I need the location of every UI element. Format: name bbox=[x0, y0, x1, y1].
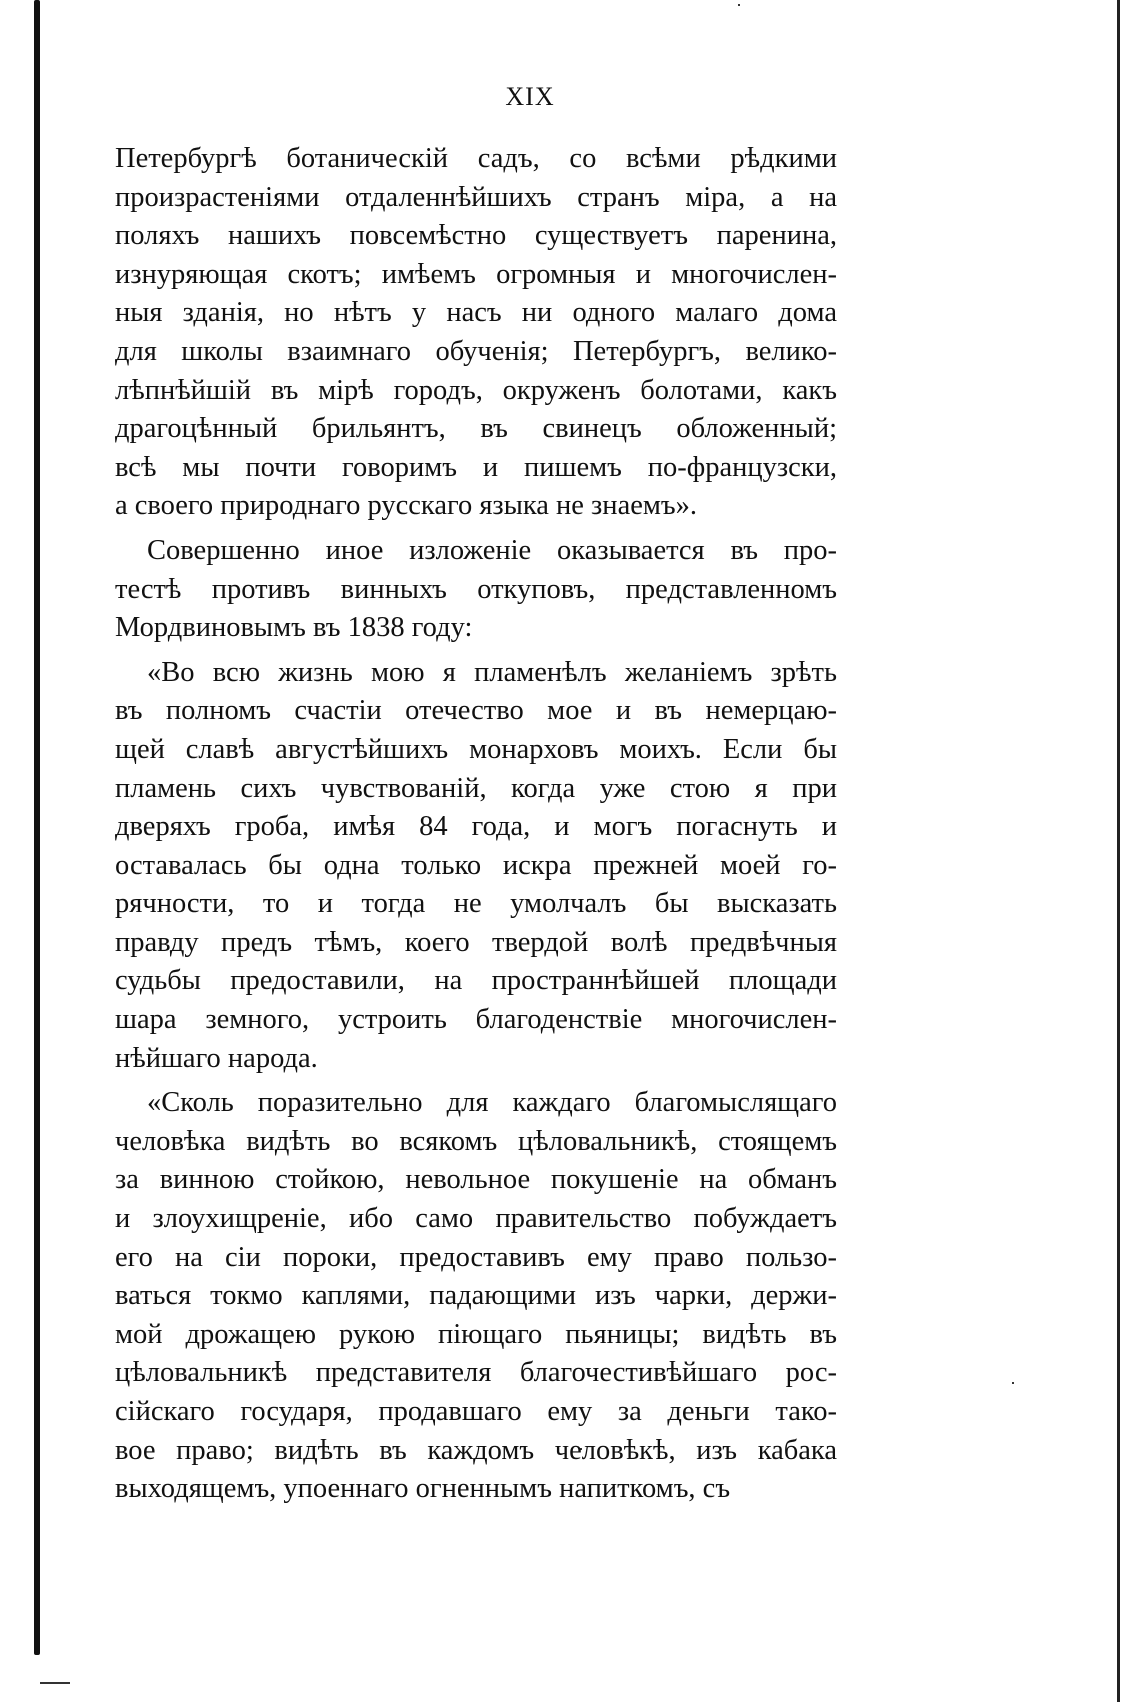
text-line: поляхъ нашихъ повсемѣстно существуетъ паренина, bbox=[115, 220, 837, 252]
text-line: вое право; видѣть въ каждомъ человѣкѣ, изъ кабака bbox=[115, 1434, 837, 1466]
text-line: правду предъ тѣмъ, коего твердой волѣ предвѣчныя bbox=[115, 926, 837, 958]
text-line: всѣ мы почти говоримъ и пишемъ по-французски, bbox=[115, 451, 837, 483]
text-line: шара земного, устроить благоденствіе многочислен- bbox=[115, 1004, 837, 1036]
text-line: мой дрожащею рукою піющаго пьяницы; видѣть въ bbox=[115, 1318, 837, 1350]
text-line: и злоухищреніе, ибо само правительство побуждаетъ bbox=[115, 1203, 837, 1235]
page-edge-right bbox=[1117, 0, 1120, 1702]
text-line: Мордвиновымъ въ 1838 году: bbox=[115, 612, 473, 644]
text-line: рячности, то и тогда не умолчалъ бы высказать bbox=[115, 888, 837, 920]
text-line: лѣпнѣйшій въ мірѣ городъ, окруженъ болотами, какъ bbox=[115, 374, 837, 406]
text-line: произрастеніями отдаленнѣйшихъ странъ міра, а на bbox=[115, 181, 837, 213]
paragraph bbox=[115, 654, 837, 1079]
page-edge-left bbox=[34, 0, 40, 1655]
text-line: въ полномъ счастіи отечество мое и въ немерцаю- bbox=[115, 695, 837, 727]
paragraph bbox=[115, 532, 837, 648]
text-line: ныя зданія, но нѣтъ у насъ ни одного малаго дома bbox=[115, 297, 837, 329]
body-text bbox=[115, 140, 837, 1509]
text-line: для школы взаимнаго обученія; Петербургъ, велико- bbox=[115, 335, 837, 367]
text-line: «Во всю жизнь мою я пламенѣлъ желаніемъ зрѣть bbox=[147, 656, 837, 688]
text-line: изнуряющая скотъ; имѣемъ огромныя и многочислен- bbox=[115, 258, 837, 290]
text-line: Совершенно иное изложеніе оказывается въ про- bbox=[147, 534, 837, 566]
text-line: человѣка видѣть во всякомъ цѣловальникѣ, стоящемъ bbox=[115, 1125, 837, 1157]
text-line: его на сіи пороки, предоставивъ ему право пользо- bbox=[115, 1241, 837, 1273]
text-line: тестѣ противъ винныхъ откуповъ, представленномъ bbox=[115, 573, 837, 605]
text-line: Петербургѣ ботаническій садъ, со всѣми рѣдкими bbox=[115, 143, 837, 174]
page-number: XIX bbox=[505, 82, 555, 111]
text-line: дверяхъ гроба, имѣя 84 года, и могъ погаснуть и bbox=[115, 811, 837, 843]
text-line: цѣловальникѣ представителя благочестивѣйшаго рос- bbox=[115, 1357, 837, 1389]
text-line: оставалась бы одна только искра прежней моей го- bbox=[115, 849, 837, 881]
text-line: нѣйшаго народа. bbox=[115, 1042, 318, 1074]
scan-speck bbox=[1012, 1382, 1014, 1384]
paragraph bbox=[115, 140, 837, 526]
text-line: драгоцѣнный брильянтъ, въ свинецъ обложенный; bbox=[115, 413, 837, 445]
scan-speck bbox=[40, 1682, 70, 1684]
text-line: судьбы предоставили, на пространнѣйшей площади bbox=[115, 965, 837, 997]
text-line: «Сколь поразительно для каждаго благомыслящаго bbox=[147, 1087, 837, 1119]
text-line: пламень сихъ чувствованій, когда уже стою я при bbox=[115, 772, 837, 804]
text-line: за винною стойкою, невольное покушеніе на обманъ bbox=[115, 1164, 837, 1196]
text-line: выходящемъ, упоеннаго огненнымъ напиткомъ, съ bbox=[115, 1473, 731, 1505]
text-line: сійскаго государя, продавшаго ему за деньги тако- bbox=[115, 1396, 837, 1427]
text-line: ваться токмо каплями, падающими изъ чарки, держи- bbox=[115, 1280, 837, 1312]
text-line: щей славѣ августѣйшихъ монарховъ моихъ. Если бы bbox=[115, 733, 837, 765]
paragraph bbox=[115, 1084, 837, 1509]
text-line: а своего природнаго русскаго языка не знаемъ». bbox=[115, 490, 698, 522]
scan-speck bbox=[738, 4, 740, 6]
